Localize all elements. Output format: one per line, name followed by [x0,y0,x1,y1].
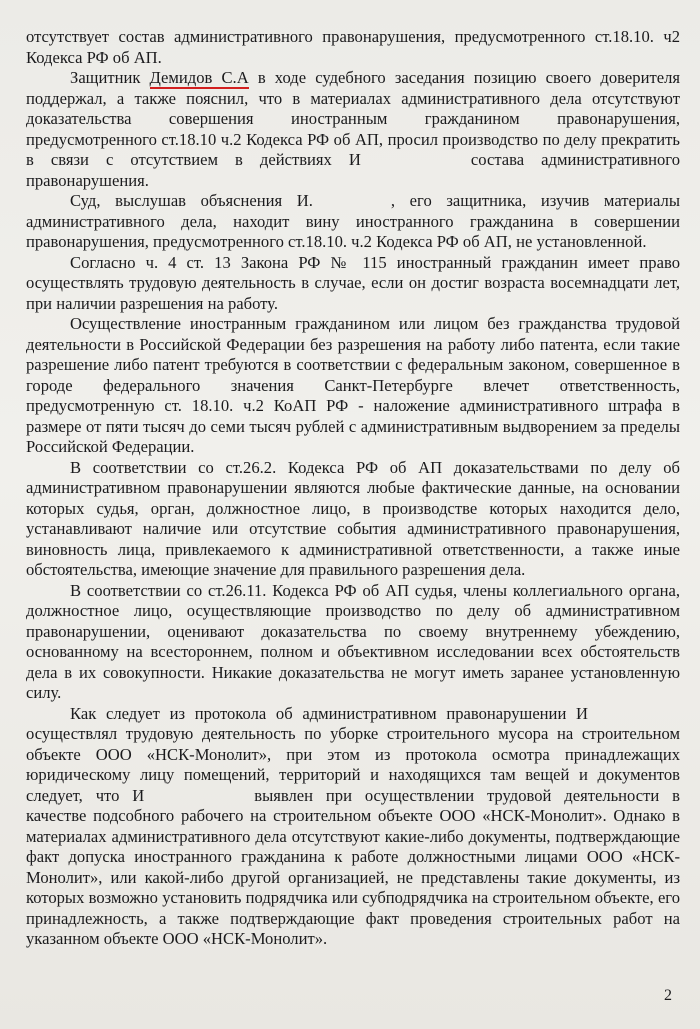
paragraph-2-text: в ходе судебного заседания позицию своего доверителя поддержал, а также пояснил, что в материалах административного дела отсутствуют доказательства совершения иностранным гражданином правонарушения, предусмотренного ст.18.10 ч.2 Кодекса РФ об АП, просил производство по делу прекратить в связи с отсутствием в действиях И [26,68,680,169]
page-number: 2 [664,987,672,1004]
paragraph-2-lead: Защитник [70,68,150,87]
paragraph-7 [26,581,680,704]
paragraph-5-text: Осуществление иностранным гражданином или лицом без гражданства трудовой деятельности в Российской Федерации без разрешения на работу либо патента, если такие разрешение либо патент требуются в соответствии с федеральным законом, совершенное в городе федерального значения Санкт-Петербурге влечет ответственность, предусмотренную ст. 18.10. ч.2 КоАП РФ - наложение административного штрафа в размере от пяти тысяч до семи тысяч рублей с административным выдворением за пределы Российской Федерации. [26,314,680,456]
paragraph-7-text: В соответствии со ст.26.11. Кодекса РФ об АП судья, члены коллегиального органа, должностное лицо, осуществляющие производство по делу об административном правонарушении, оценивают доказательства по своему внутреннему убеждению, основанному на всестороннем, полном и объективном исследовании всех обстоятельств дела в их совокупности. Никакие доказательства не могут иметь заранее установленную силу. [26,580,680,702]
defender-name-underlined: Демидов С.А [149,68,249,87]
paragraph-8-tail: выявлен при осуществлении трудовой деятельности в качестве подсобного рабочего на строительном объекте ООО «НСК-Монолит». Однако в материалах административного дела отсутствуют какие-либо документы, подтверждающие факт допуска иностранного гражданина к работе должностными лицами ООО «НСК-Монолит», или какой-либо другой организацией, не представлены такие документы, из которых возможно установить подрядчика или субподрядчика на строительном объекте, его принадлежность, а также подтверждающие факт проведения строительных работ на указанном объекте ООО «НСК-Монолит». [26,785,680,948]
paragraph-1 [26,27,680,68]
paragraph-8-lead: Как следует из протокола об административном правонарушении И [70,703,588,723]
paragraph-6 [26,458,680,581]
paragraph-1-text: отсутствует состав административного правонарушения, предусмотренного ст.18.10. ч2 Кодекса РФ об АП. [26,27,680,67]
paragraph-2 [26,68,680,191]
paragraph-3-lead: Суд, выслушав объяснения И. [70,191,313,210]
paragraph-8 [26,704,680,950]
paragraph-3 [26,191,680,253]
paragraph-6-text: В соответствии со ст.26.2. Кодекса РФ об АП доказательствами по делу об административном правонарушении являются любые фактические данные, на основании которых судья, орган, должностное лицо, в производстве которых находится дело, устанавливают наличие или отсутствие события административного правонарушения, виновность лица, привлекаемого к административной ответственности, а также иные обстоятельства, имеющие значение для правильного разрешения дела. [26,457,680,579]
paragraph-3-text: , его защитника, изучив материалы административного дела, находит вину иностранного гражданина в совершении правонарушения, предусмотренного ст.18.10. ч.2 Кодекса РФ об АП, не установленной. [26,191,680,251]
paragraph-4 [26,253,680,315]
paragraph-5 [26,314,680,458]
document-body [26,27,680,950]
paragraph-2-tail: состава административного правонарушения. [26,150,680,190]
paragraph-8-text: осуществлял трудовую деятельность по уборке строительного мусора на строительном объекте ООО «НСК-Монолит», при этом из протокола осмотра принадлежащих юридическому лицу помещений, территорий и находящихся там вещей и документов следует, что И [26,724,680,805]
paragraph-4-text: Согласно ч. 4 ст. 13 Закона РФ № 115 иностранный гражданин имеет право осуществлять трудовую деятельность в случае, если он достиг возраста восемнадцати лет, при наличии разрешения на работу. [26,252,680,313]
